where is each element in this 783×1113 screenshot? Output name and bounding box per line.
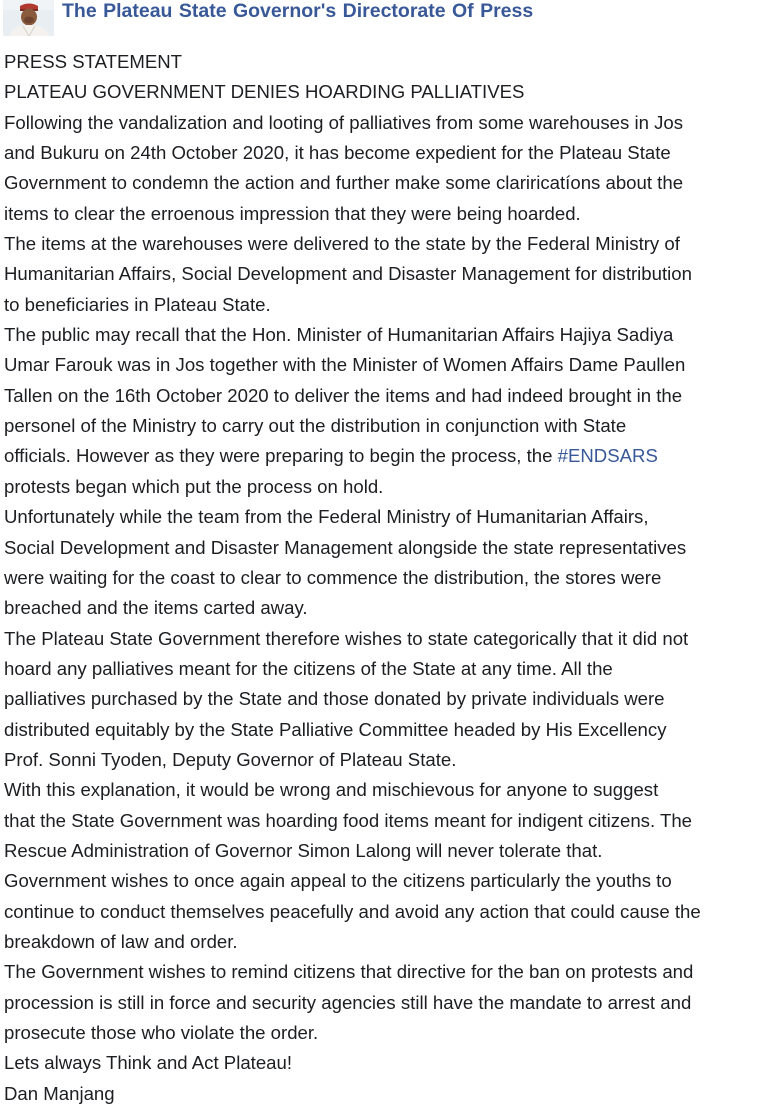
paragraph-5-line: distributed equitably by the State Palliative Committee headed by His Excellency: [4, 718, 667, 740]
press-statement-heading: PRESS STATEMENT: [4, 51, 183, 72]
paragraph-7-line: Government wishes to once again appeal to the citizens particularly the youths to: [4, 870, 672, 892]
paragraph-8-line: procession is still in force and security agencies still have the mandate to arrest and: [4, 991, 692, 1013]
paragraph-6-line: that the State Government was hoarding food items meant for indigent citizens. The: [4, 809, 693, 831]
paragraph-5-line: Prof. Sonni Tyoden, Deputy Governor of Plateau State.: [4, 748, 457, 770]
paragraph-5-line: palliatives purchased by the State and those donated by private individuals were: [4, 688, 665, 710]
paragraph-8-line: The Government wishes to remind citizens that directive for the ban on protests and: [4, 961, 694, 983]
paragraph-3-text: officials. However as they were preparing to begin the process, the: [4, 445, 558, 467]
paragraph-4-line: Unfortunately while the team from the Federal Ministry of Humanitarian Affairs,: [4, 506, 649, 528]
paragraph-8-line: prosecute those who violate the order.: [4, 1022, 319, 1043]
closing-slogan: Lets always Think and Act Plateau!: [4, 1052, 293, 1074]
paragraph-4-line: breached and the items carted away.: [4, 597, 308, 619]
paragraph-1-line: and Bukuru on 24th October 2020, it has become expedient for the Plateau State: [4, 142, 671, 164]
paragraph-7-line: continue to conduct themselves peacefully and avoid any action that could cause the: [4, 900, 701, 922]
hashtag-endsars-link[interactable]: #ENDSARS: [557, 445, 658, 467]
paragraph-2-line: The items at the warehouses were delivered to the state by the Federal Ministry of: [4, 233, 680, 255]
paragraph-2-line: Humanitarian Affairs, Social Development and Disaster Management for distribution: [4, 263, 692, 285]
paragraph-3-line: protests began which put the process on hold.: [4, 475, 384, 497]
page-name-link[interactable]: The Plateau State Governor's Directorate Of Press: [62, 0, 534, 22]
paragraph-6-line: Rescue Administration of Governor Simon Lalong will never tolerate that.: [4, 839, 603, 861]
paragraph-3-line: [4, 441, 779, 471]
signature: Dan Manjang: [4, 1082, 115, 1104]
post-header: [0, 0, 783, 38]
paragraph-3-line: Umar Farouk was in Jos together with the Minister of Women Affairs Dame Paullen: [4, 354, 686, 376]
paragraph-5-line: hoard any palliatives meant for the citizens of the State at any time. All the: [4, 657, 613, 679]
paragraph-4-line: were waiting for the coast to clear to commence the distribution, the stores were: [4, 566, 662, 588]
paragraph-3-line: The public may recall that the Hon. Minister of Humanitarian Affairs Hajiya Sadiya: [4, 324, 674, 346]
paragraph-3-line: personel of the Ministry to carry out the distribution in conjunction with State: [4, 415, 627, 437]
paragraph-3-line: Tallen on the 16th October 2020 to deliver the items and had indeed brought in the: [4, 384, 683, 406]
paragraph-2-line: to beneficiaries in Plateau State.: [4, 293, 271, 315]
page-avatar[interactable]: [3, 0, 54, 36]
post-text: [4, 47, 779, 1109]
paragraph-1-line: items to clear the erroenous impression that they were being hoarded.: [4, 202, 581, 224]
paragraph-1-line: Government to condemn the action and further make some clariricatíons about the: [4, 172, 684, 194]
paragraph-6-line: With this explanation, it would be wrong and mischievous for anyone to suggest: [4, 779, 659, 801]
paragraph-1-line: Following the vandalization and looting of palliatives from some warehouses in Jos: [4, 111, 684, 133]
paragraph-7-line: breakdown of law and order.: [4, 930, 238, 952]
headline: PLATEAU GOVERNMENT DENIES HOARDING PALLIATIVES: [4, 81, 525, 103]
paragraph-5-line: The Plateau State Government therefore wishes to state categorically that it did not: [4, 627, 689, 649]
paragraph-4-line: Social Development and Disaster Management alongside the state representatives: [4, 536, 687, 558]
avatar-image: [3, 0, 54, 36]
